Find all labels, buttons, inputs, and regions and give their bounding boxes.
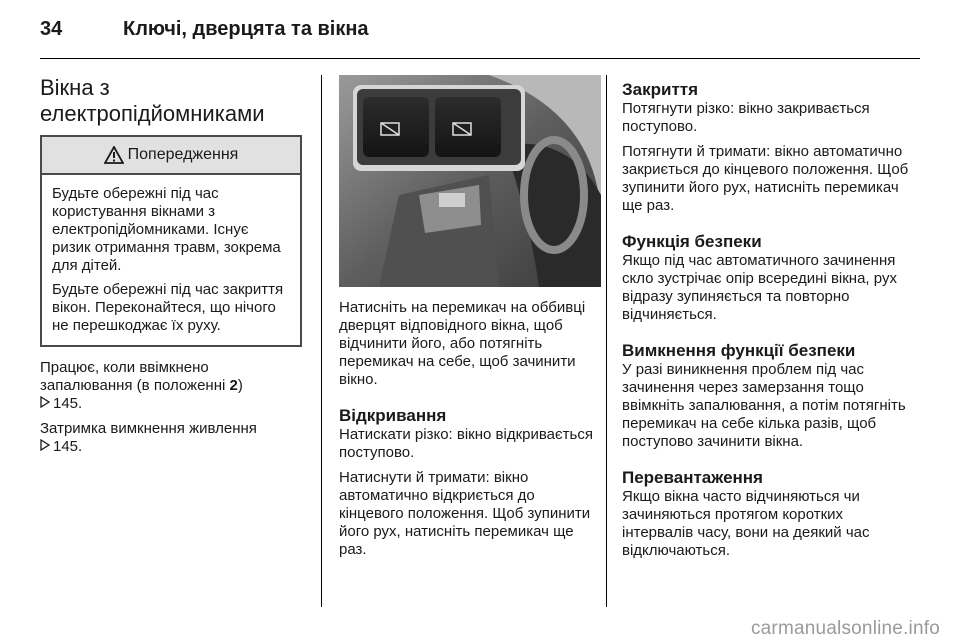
chapter-title: Ключі, дверцята та вікна: [123, 18, 369, 40]
page-ref-arrow-icon: [40, 439, 50, 451]
left-window-switch: [363, 97, 429, 157]
power-delay-paragraph: [40, 420, 302, 456]
warning-box: [40, 135, 302, 347]
page-ref-arrow-icon: [40, 396, 50, 408]
window-switch-illustration: [339, 75, 601, 287]
right-window-switch: [435, 97, 501, 157]
warning-body: [42, 175, 300, 345]
watermark: carmanualsonline.info: [750, 618, 940, 639]
section-heading-line1: Вікна з: [40, 75, 110, 100]
overload-heading: Перевантаження: [622, 468, 763, 487]
column-divider-2: [606, 75, 607, 607]
switch-caption: Натисніть на перемикач на оббивці дверцят відповідного вікна, щоб відчинити його, або потягніть перемикач на себе, щоб зачинити вікно.: [339, 299, 586, 388]
power-delay-page-ref[interactable]: 145.: [53, 438, 83, 455]
ignition-text: Працює, коли ввімкнено запалювання (в положенні: [40, 359, 230, 394]
closing-paragraph-2: Потягнути й тримати: вікно автоматично закриється до кінцевого положення. Щоб зупинити його рух, натисніть перемикач ще раз.: [622, 143, 909, 214]
closing-paragraph-1: Потягнути різко: вікно закривається поступово.: [622, 100, 870, 135]
warning-header: [42, 137, 300, 175]
window-switch-photo: [339, 75, 601, 287]
page-number: 34: [40, 18, 63, 40]
section-heading-line2: електропідйомниками: [40, 101, 265, 126]
header-divider: [40, 58, 920, 59]
overload-paragraph: Якщо вікна часто відчиняються чи зачиняються протягом коротких інтервалів часу, вони на деякий час відключаються.: [622, 488, 870, 559]
ignition-text-end: ): [237, 377, 243, 394]
column-divider-1: [321, 75, 322, 607]
safety-heading: Функція безпеки: [622, 232, 762, 251]
column-middle: [339, 75, 601, 566]
opening-heading: Відкривання: [339, 406, 447, 425]
warning-title: Попередження: [127, 146, 239, 163]
closing-heading: Закриття: [622, 80, 699, 99]
ignition-position: 2: [229, 377, 238, 394]
disable-safety-paragraph: У разі виникнення проблем під час зачинення через замерзання тощо ввімкніть запалювання, а потім потягніть перемикач на себе кілька разів, щоб поступово зачинити вікна.: [622, 361, 906, 450]
opening-paragraph-2: Натиснути й тримати: вікно автоматично відкриється до кінцевого положення. Щоб зупинити його рух, натисніть перемикач ще раз.: [339, 469, 591, 558]
disable-safety-heading: Вимкнення функції безпеки: [622, 341, 856, 360]
page-header: [40, 18, 920, 54]
warning-triangle-icon: [104, 146, 124, 164]
column-right: [622, 80, 912, 567]
column-left: [40, 75, 302, 463]
warning-paragraph-2: Будьте обережні під час закриття вікон. Переконайтеся, що нічого не перешкоджає їх руху.: [52, 281, 284, 334]
ignition-paragraph: [40, 359, 302, 413]
warning-paragraph-1: Будьте обережні під час користування вікнами з електропідйомниками. Існує ризик отримання травм, зокрема для дітей.: [52, 185, 281, 274]
ignition-page-ref[interactable]: 145.: [53, 395, 83, 412]
power-delay-text: Затримка вимкнення живлення: [40, 420, 257, 437]
section-heading: [40, 75, 302, 127]
opening-paragraph-1: Натискати різко: вікно відкривається поступово.: [339, 426, 593, 461]
safety-paragraph: Якщо під час автоматичного зачинення скло зустрічає опір всередині вікна, рух відразу зупиняється та повторно відчиняється.: [622, 252, 897, 323]
